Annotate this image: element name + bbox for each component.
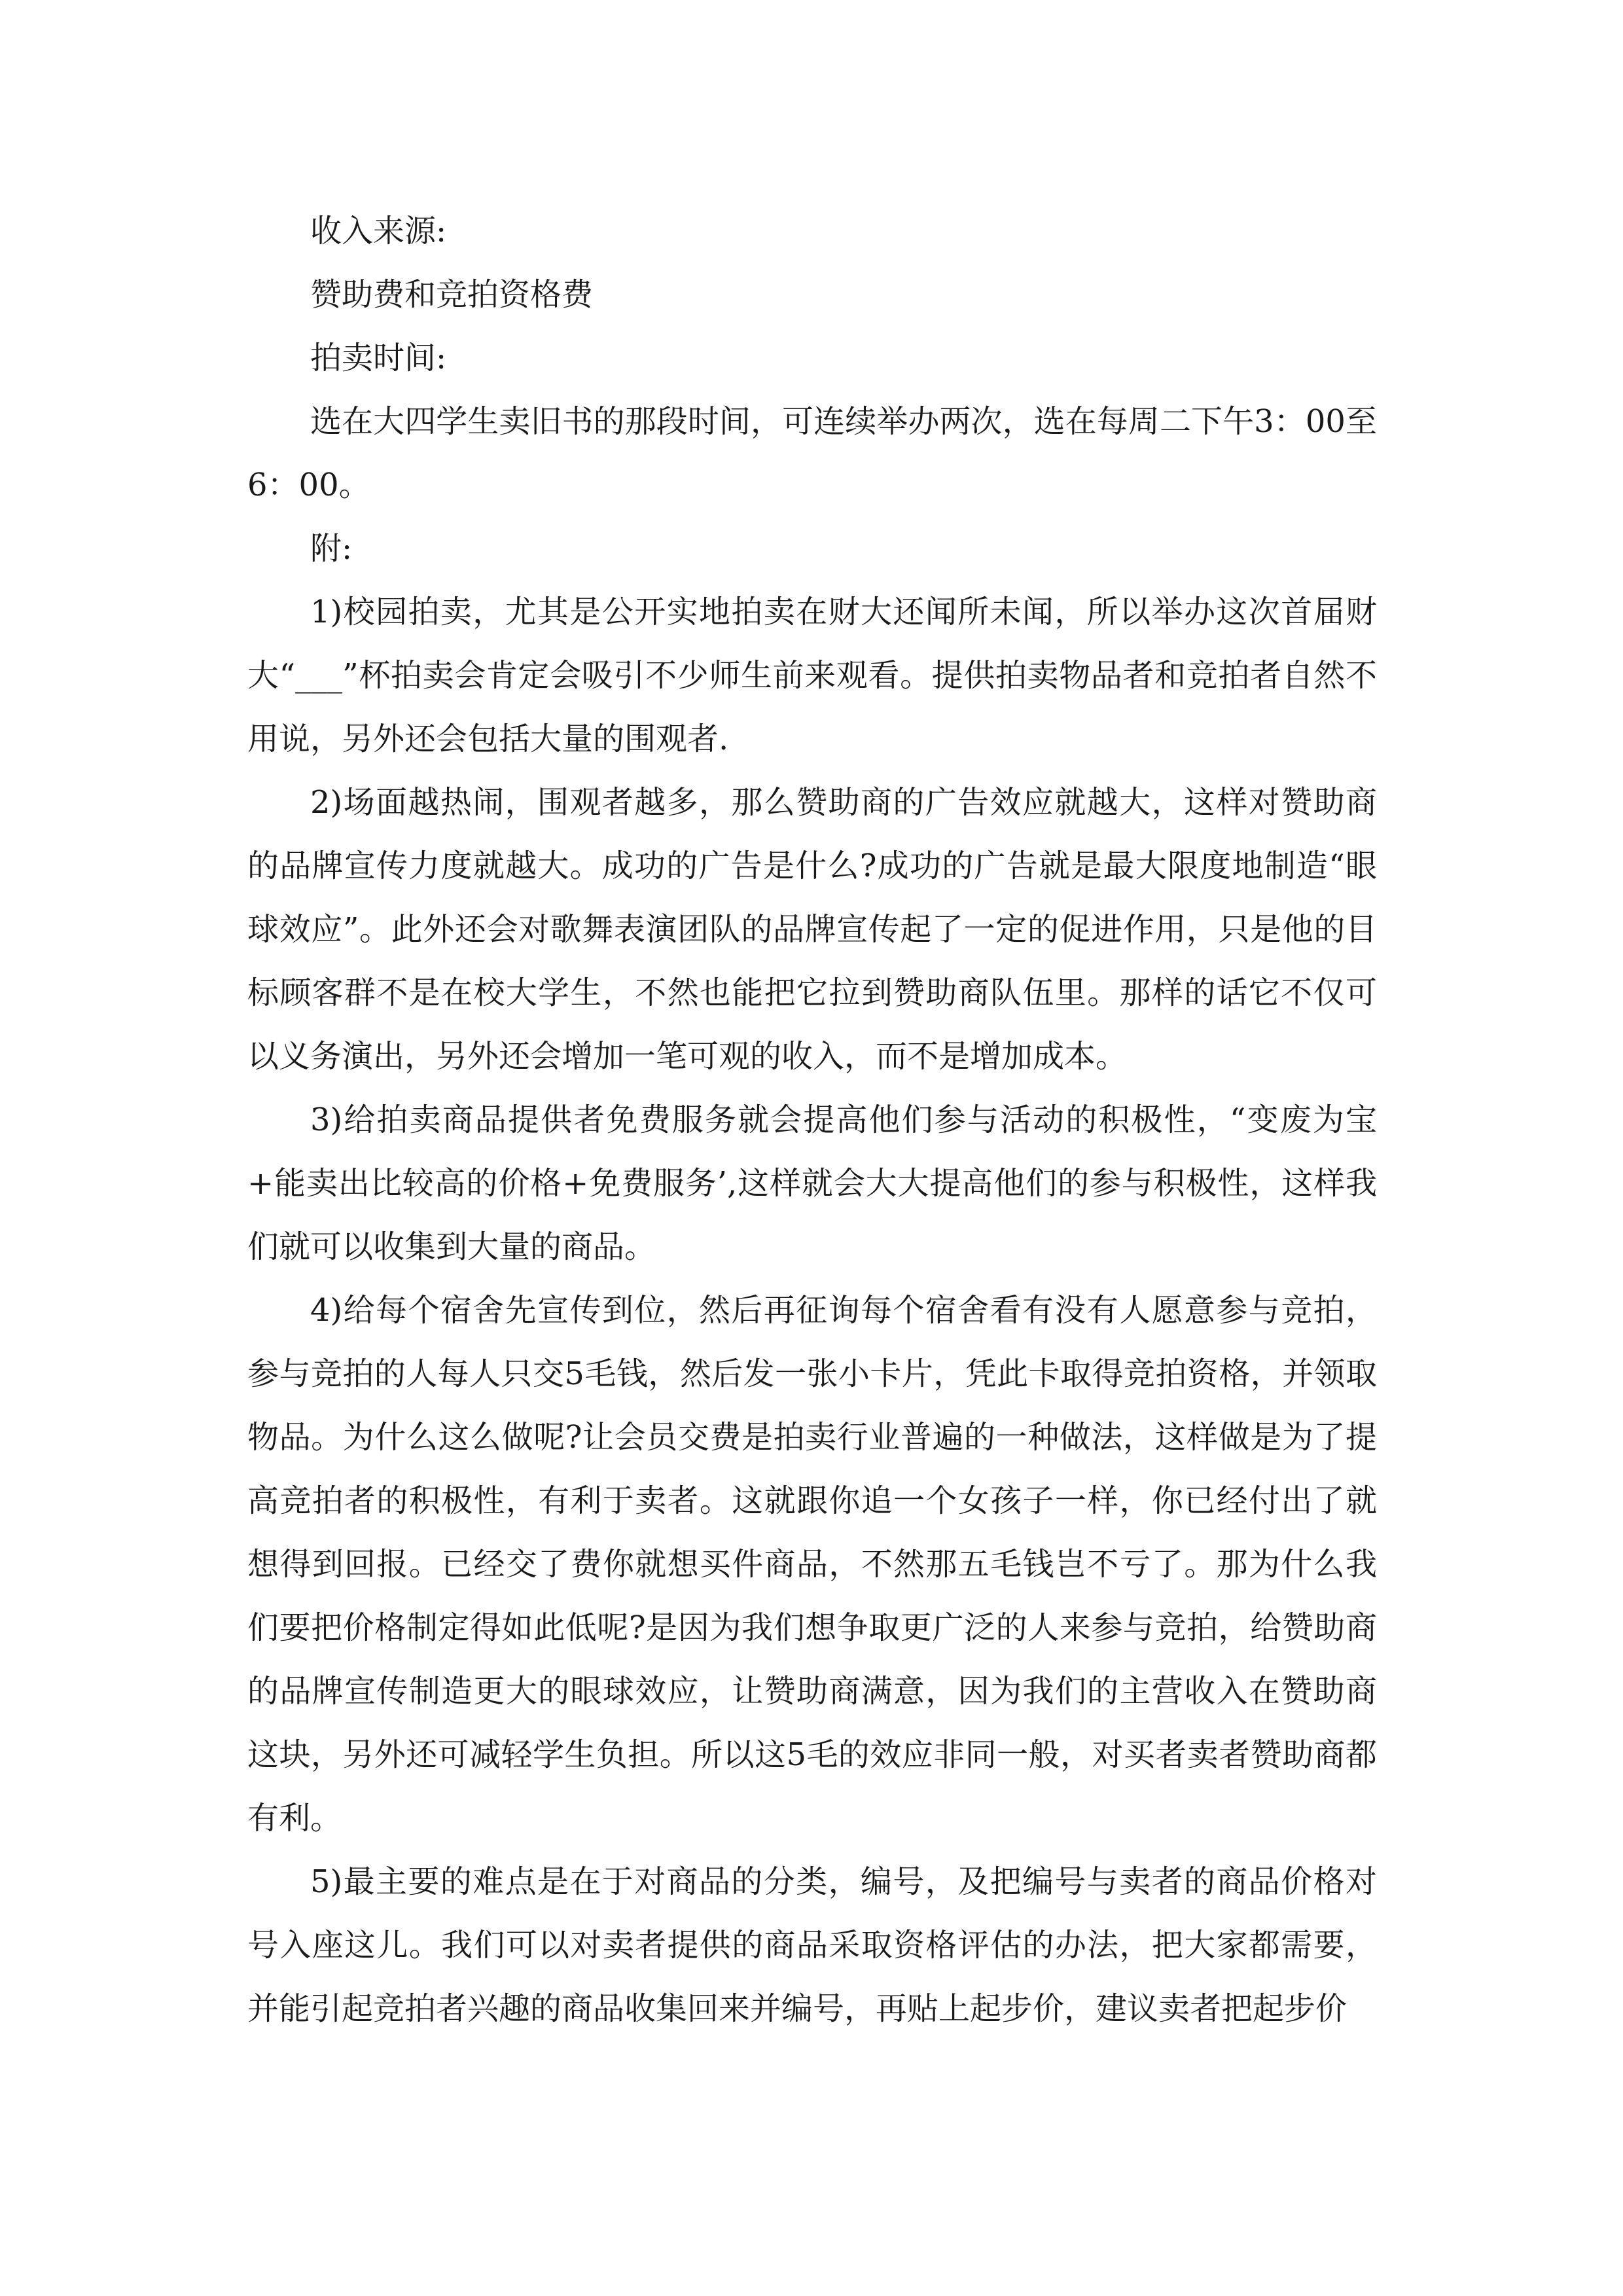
paragraph-appendix-item-1: 1)校园拍卖，尤其是公开实地拍卖在财大还闻所未闻，所以举办这次首届财大“___”杯拍卖会肯定会吸引不少师生前来观看。提供拍卖物品者和竞拍者自然不用说，另外还会包括大量的围观者. <box>247 594 1377 757</box>
paragraph-appendix-item-3: 3)给拍卖商品提供者免费服务就会提高他们参与活动的积极性，“变废为宝+能卖出比较高的价格+免费服务’,这样就会大大提高他们的参与积极性，这样我们就可以收集到大量的商品。 <box>247 1102 1377 1265</box>
paragraph-auction-time-heading: 拍卖时间: <box>310 340 447 376</box>
paragraph-appendix-item-2: 2)场面越热闹，围观者越多，那么赞助商的广告效应就越大，这样对赞助商的品牌宣传力度就越大。成功的广告是什么?成功的广告就是最大限度地制造“眼球效应”。此外还会对歌舞表演团队的品牌宣传起了一定的促进作用，只是他的目标顾客群不是在校大学生，不然也能把它拉到赞助商队伍里。那样的话它不仅可以义务演出，另外还会增加一笔可观的收入，而不是增加成本。 <box>247 784 1377 1075</box>
paragraph-appendix-heading: 附: <box>310 530 353 567</box>
paragraph-auction-time-text: 选在大四学生卖旧书的那段时间，可连续举办两次，选在每周二下午3：00至6：00。 <box>247 403 1377 503</box>
paragraph-appendix-item-4: 4)给每个宿舍先宣传到位，然后再征询每个宿舍看有没有人愿意参与竞拍，参与竞拍的人每人只交5毛钱，然后发一张小卡片，凭此卡取得竞拍资格，并领取物品。为什么这么做呢?让会员交费是拍卖行业普遍的一种做法，这样做是为了提高竞拍者的积极性，有利于卖者。这就跟你追一个女孩子一样，你已经付出了就想得到回报。已经交了费你就想买件商品，不然那五毛钱岂不亏了。那为什么我们要把价格制定得如此低呢?是因为我们想争取更广泛的人来参与竞拍，给赞助商的品牌宣传制造更大的眼球效应，让赞助商满意，因为我们的主营收入在赞助商这块，另外还可减轻学生负担。所以这5毛的效应非同一般，对买者卖者赞助商都有利。 <box>247 1292 1377 1837</box>
document-body <box>247 200 1377 2041</box>
paragraph-appendix-item-5: 5)最主要的难点是在于对商品的分类，编号，及把编号与卖者的商品价格对号入座这儿。我们可以对卖者提供的商品采取资格评估的办法，把大家都需要，并能引起竞拍者兴趣的商品收集回来并编号，再贴上起步价，建议卖者把起步价 <box>247 1863 1377 2027</box>
paragraph-income-source-text: 赞助费和竞拍资格费 <box>310 276 594 313</box>
paragraph-income-source-heading: 收入来源: <box>310 213 447 249</box>
